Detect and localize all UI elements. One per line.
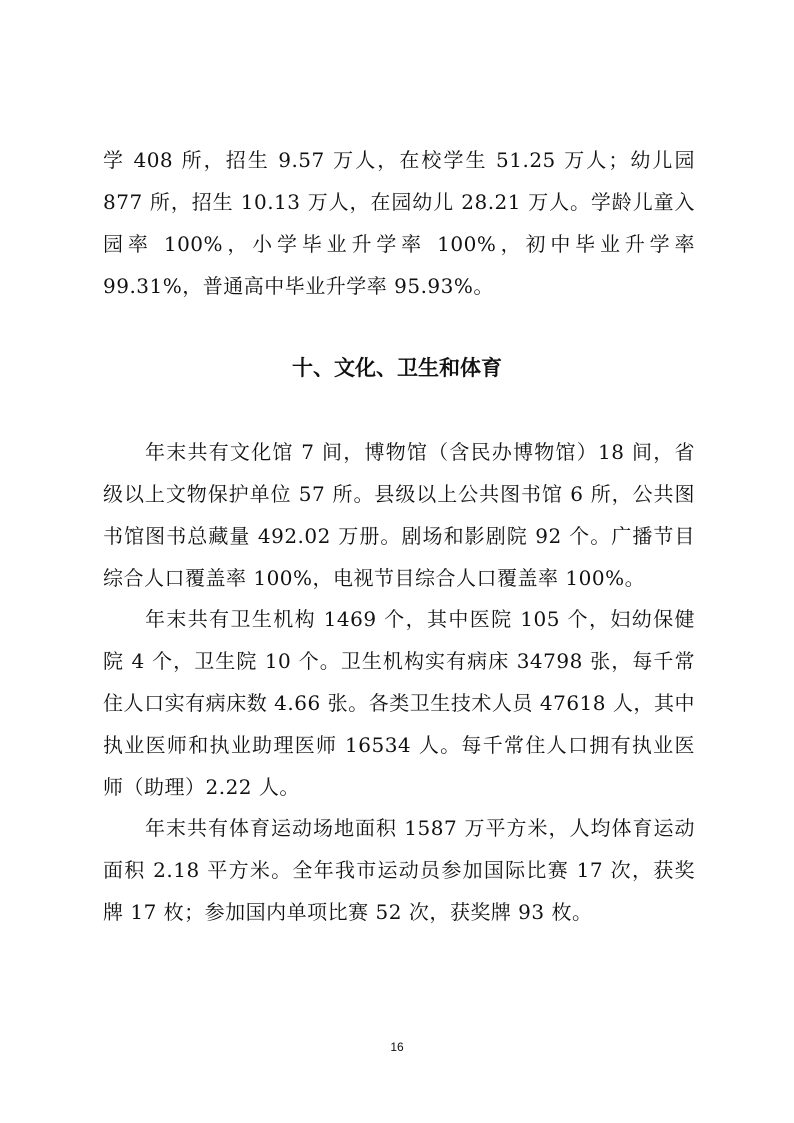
page-number: 16 — [390, 1040, 404, 1054]
health-paragraph: 年末共有卫生机构 1469 个，其中医院 105 个，妇幼保健院 4 个，卫生院 10 个。卫生机构实有病床 34798 张，每千常住人口实有病床数 4.66 张。各类卫生技术人员 47618 人，其中执业医师和执业助理医师 16534 人。每千常住人口拥有执业医师（助理）2.22 人。 — [103, 607, 695, 799]
section-heading: 十、文化、卫生和体育 — [292, 356, 502, 380]
sports-paragraph: 年末共有体育运动场地面积 1587 万平方米，人均体育运动面积 2.18 平方米。全年我市运动员参加国际比赛 17 次，获奖牌 17 枚；参加国内单项比赛 52 次，获奖牌 93 枚。 — [103, 816, 695, 924]
education-paragraph-continuation: 学 408 所，招生 9.57 万人，在校学生 51.25 万人；幼儿园 877 所，招生 10.13 万人，在园幼儿 28.21 万人。学龄儿童入园率 100%，小学毕业升学率 100%，初中毕业升学率 99.31%，普通高中毕业升学率 95.93%。 — [103, 148, 695, 298]
culture-paragraph: 年末共有文化馆 7 间，博物馆（含民办博物馆）18 间，省级以上文物保护单位 57 所。县级以上公共图书馆 6 所，公共图书馆图书总藏量 492.02 万册。剧场和影剧院 92 个。广播节目综合人口覆盖率 100%，电视节目综合人口覆盖率 100%。 — [103, 440, 695, 590]
